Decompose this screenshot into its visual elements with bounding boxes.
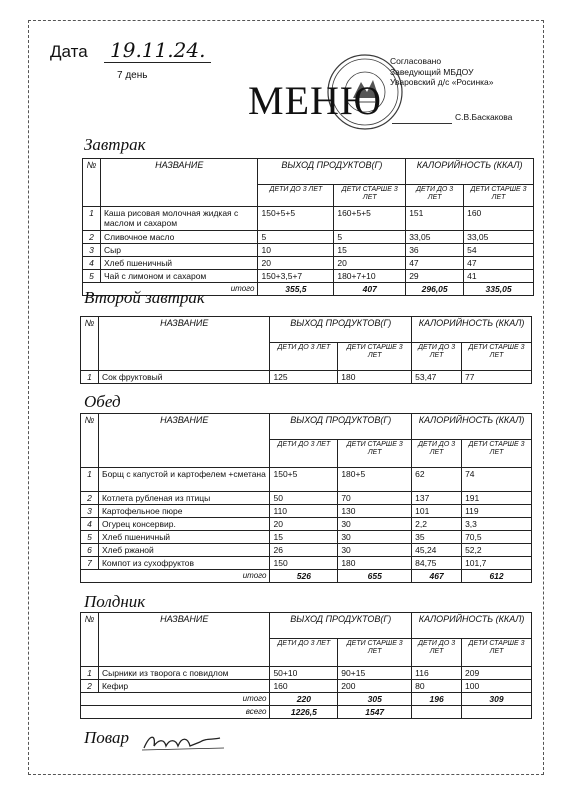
kcal-over3: 70,5 <box>462 531 532 544</box>
kcal-over3: 100 <box>462 680 532 693</box>
header-kcal: КАЛОРИЙНОСТЬ (ККАЛ) <box>406 159 534 185</box>
total-kcal-under3: 296,05 <box>406 283 464 296</box>
grand-total-output-over3: 1547 <box>338 706 412 719</box>
day-label: 7 день <box>117 70 148 81</box>
table-row <box>83 231 534 244</box>
row-num: 1 <box>83 207 101 231</box>
table-row <box>83 257 534 270</box>
kcal-over3: 101,7 <box>462 557 532 570</box>
table-row <box>81 557 532 570</box>
header-output: ВЫХОД ПРОДУКТОВ(Г) <box>270 613 412 639</box>
output-under3: 150+5+5 <box>258 207 334 231</box>
kcal-under3: 137 <box>412 492 462 505</box>
total-kcal-over3: 612 <box>462 570 532 583</box>
kcal-under3: 84,75 <box>412 557 462 570</box>
total-row <box>81 570 532 583</box>
page-title: МЕНЮ <box>248 78 382 123</box>
output-under3: 50 <box>270 492 338 505</box>
kcal-under3: 101 <box>412 505 462 518</box>
output-over3: 200 <box>338 680 412 693</box>
kcal-over3: 77 <box>462 371 532 384</box>
dish-name: Сыр <box>100 244 258 257</box>
total-kcal-under3: 467 <box>412 570 462 583</box>
header-name: НАЗВАНИЕ <box>98 317 269 371</box>
output-under3: 150 <box>270 557 338 570</box>
table-row <box>81 468 532 492</box>
section-title-snack: Полдник <box>84 592 146 611</box>
lunch-table <box>80 413 532 583</box>
output-over3: 180+5 <box>338 468 412 492</box>
output-over3: 180 <box>338 371 412 384</box>
empty-cell <box>462 706 532 719</box>
table-row <box>81 544 532 557</box>
cook-label: Повар <box>84 728 130 747</box>
dish-name: Борщ с капустой и картофелем +сметана <box>98 468 270 492</box>
kcal-under3: 35 <box>412 531 462 544</box>
grand-total-row <box>81 706 532 719</box>
kcal-over3: 119 <box>462 505 532 518</box>
header-over3: ДЕТИ СТАРШЕ 3 ЛЕТ <box>462 440 532 468</box>
header-name: НАЗВАНИЕ <box>98 613 269 667</box>
empty-cell <box>412 706 462 719</box>
table-row <box>81 531 532 544</box>
table-row <box>81 371 532 384</box>
total-kcal-over3: 309 <box>462 693 532 706</box>
total-output-over3: 655 <box>338 570 412 583</box>
header-kcal: КАЛОРИЙНОСТЬ (ККАЛ) <box>412 317 532 343</box>
header-over3: ДЕТИ СТАРШЕ 3 ЛЕТ <box>338 639 412 667</box>
output-over3: 5 <box>334 231 406 244</box>
output-over3: 180+7+10 <box>334 270 406 283</box>
output-under3: 20 <box>258 257 334 270</box>
table-row <box>81 680 532 693</box>
snack-table <box>80 612 532 719</box>
header-under3: ДЕТИ ДО 3 ЛЕТ <box>270 639 338 667</box>
header-name: НАЗВАНИЕ <box>98 414 270 468</box>
output-under3: 10 <box>258 244 334 257</box>
date-label: Дата <box>50 42 88 61</box>
row-num: 2 <box>81 680 99 693</box>
output-under3: 110 <box>270 505 338 518</box>
header-over3: ДЕТИ СТАРШЕ 3 ЛЕТ <box>462 343 532 371</box>
header-num: № <box>81 317 99 371</box>
row-num: 6 <box>81 544 99 557</box>
header-under3: ДЕТИ ДО 3 ЛЕТ <box>406 185 464 207</box>
approval-line: Уваровский д/с «Росинка» <box>390 77 494 87</box>
table-row <box>81 667 532 680</box>
output-over3: 30 <box>338 544 412 557</box>
approval-line: Заведующий МБДОУ <box>390 66 474 77</box>
header-over3: ДЕТИ СТАРШЕ 3 ЛЕТ <box>338 343 412 371</box>
total-output-over3: 305 <box>338 693 412 706</box>
output-over3: 15 <box>334 244 406 257</box>
approval-signature <box>392 123 452 124</box>
output-under3: 15 <box>270 531 338 544</box>
header-over3: ДЕТИ СТАРШЕ 3 ЛЕТ <box>462 639 532 667</box>
total-kcal-under3: 196 <box>412 693 462 706</box>
total-output-over3: 407 <box>334 283 406 296</box>
kcal-under3: 33,05 <box>406 231 464 244</box>
output-over3: 90+15 <box>338 667 412 680</box>
section-title-second-breakfast: Второй завтрак <box>84 288 205 307</box>
header-under3: ДЕТИ ДО 3 ЛЕТ <box>270 343 338 371</box>
header-num: № <box>83 159 101 207</box>
section-title-breakfast: Завтрак <box>84 135 146 154</box>
table-row <box>83 270 534 283</box>
kcal-under3: 29 <box>406 270 464 283</box>
dish-name: Картофельное пюре <box>98 505 270 518</box>
total-kcal-over3: 335,05 <box>464 283 534 296</box>
output-over3: 20 <box>334 257 406 270</box>
header-over3: ДЕТИ СТАРШЕ 3 ЛЕТ <box>464 185 534 207</box>
row-num: 5 <box>81 531 99 544</box>
dish-name: Каша рисовая молочная жидкая с маслом и сахаром <box>100 207 258 231</box>
output-over3: 130 <box>338 505 412 518</box>
kcal-under3: 116 <box>412 667 462 680</box>
row-num: 7 <box>81 557 99 570</box>
signer-name: С.В.Баскакова <box>455 112 513 122</box>
dish-name: Хлеб ржаной <box>98 544 270 557</box>
kcal-under3: 80 <box>412 680 462 693</box>
grand-total-label: всего <box>81 706 270 719</box>
output-under3: 26 <box>270 544 338 557</box>
header-over3: ДЕТИ СТАРШЕ 3 ЛЕТ <box>338 440 412 468</box>
header-name: НАЗВАНИЕ <box>100 159 258 207</box>
kcal-under3: 62 <box>412 468 462 492</box>
kcal-over3: 47 <box>464 257 534 270</box>
row-num: 2 <box>83 231 101 244</box>
output-under3: 20 <box>270 518 338 531</box>
output-under3: 5 <box>258 231 334 244</box>
kcal-over3: 191 <box>462 492 532 505</box>
table-row <box>81 492 532 505</box>
header-under3: ДЕТИ ДО 3 ЛЕТ <box>412 639 462 667</box>
row-num: 1 <box>81 468 99 492</box>
table-row <box>83 244 534 257</box>
kcal-over3: 160 <box>464 207 534 231</box>
total-output-under3: 526 <box>270 570 338 583</box>
row-num: 2 <box>81 492 99 505</box>
output-under3: 160 <box>270 680 338 693</box>
dish-name: Сливочное масло <box>100 231 258 244</box>
kcal-under3: 45,24 <box>412 544 462 557</box>
row-num: 1 <box>81 667 99 680</box>
header-over3: ДЕТИ СТАРШЕ 3 ЛЕТ <box>334 185 406 207</box>
approval-line: Согласовано <box>390 56 442 66</box>
output-under3: 50+10 <box>270 667 338 680</box>
approval-block <box>390 56 540 88</box>
dish-name: Хлеб пшеничный <box>98 531 270 544</box>
kcal-under3: 2,2 <box>412 518 462 531</box>
kcal-over3: 54 <box>464 244 534 257</box>
kcal-over3: 33,05 <box>464 231 534 244</box>
total-label: итого <box>81 570 270 583</box>
output-over3: 160+5+5 <box>334 207 406 231</box>
dish-name: Огурец консервир. <box>98 518 270 531</box>
kcal-under3: 47 <box>406 257 464 270</box>
table-row <box>81 518 532 531</box>
output-under3: 150+3,5+7 <box>258 270 334 283</box>
header-num: № <box>81 613 99 667</box>
row-num: 3 <box>81 505 99 518</box>
kcal-over3: 74 <box>462 468 532 492</box>
output-over3: 70 <box>338 492 412 505</box>
dish-name: Чай с лимоном и сахаром <box>100 270 258 283</box>
second-breakfast-table <box>80 316 532 384</box>
row-num: 4 <box>83 257 101 270</box>
kcal-over3: 3,3 <box>462 518 532 531</box>
cook-signature <box>140 730 230 754</box>
dish-name: Компот из сухофруктов <box>98 557 270 570</box>
table-row <box>81 505 532 518</box>
dish-name: Кефир <box>98 680 269 693</box>
header-output: ВЫХОД ПРОДУКТОВ(Г) <box>258 159 406 185</box>
header-under3: ДЕТИ ДО 3 ЛЕТ <box>258 185 334 207</box>
total-output-under3: 220 <box>270 693 338 706</box>
kcal-under3: 53,47 <box>412 371 462 384</box>
dish-name: Сырники из творога с повидлом <box>98 667 269 680</box>
row-num: 1 <box>81 371 99 384</box>
header-kcal: КАЛОРИЙНОСТЬ (ККАЛ) <box>412 613 532 639</box>
header-under3: ДЕТИ ДО 3 ЛЕТ <box>412 343 462 371</box>
header-output: ВЫХОД ПРОДУКТОВ(Г) <box>270 317 412 343</box>
total-row <box>81 693 532 706</box>
grand-total-output-under3: 1226,5 <box>270 706 338 719</box>
kcal-under3: 36 <box>406 244 464 257</box>
output-under3: 125 <box>270 371 338 384</box>
kcal-over3: 209 <box>462 667 532 680</box>
dish-name: Сок фруктовый <box>98 371 269 384</box>
date-value: 19.11.24. <box>104 38 211 63</box>
dish-name: Хлеб пшеничный <box>100 257 258 270</box>
row-num: 3 <box>83 244 101 257</box>
dish-name: Котлета рубленая из птицы <box>98 492 270 505</box>
row-num: 5 <box>83 270 101 283</box>
output-over3: 180 <box>338 557 412 570</box>
row-num: 4 <box>81 518 99 531</box>
header-num: № <box>81 414 99 468</box>
output-over3: 30 <box>338 518 412 531</box>
total-label: итого <box>83 283 258 296</box>
header-output: ВЫХОД ПРОДУКТОВ(Г) <box>270 414 412 440</box>
total-output-under3: 355,5 <box>258 283 334 296</box>
table-row <box>83 207 534 231</box>
kcal-over3: 52,2 <box>462 544 532 557</box>
kcal-over3: 41 <box>464 270 534 283</box>
kcal-under3: 151 <box>406 207 464 231</box>
section-title-lunch: Обед <box>84 392 121 411</box>
header-under3: ДЕТИ ДО 3 ЛЕТ <box>270 440 338 468</box>
breakfast-table <box>82 158 534 296</box>
total-label: итого <box>81 693 270 706</box>
header-kcal: КАЛОРИЙНОСТЬ (ККАЛ) <box>412 414 532 440</box>
output-over3: 30 <box>338 531 412 544</box>
output-under3: 150+5 <box>270 468 338 492</box>
header-under3: ДЕТИ ДО 3 ЛЕТ <box>412 440 462 468</box>
